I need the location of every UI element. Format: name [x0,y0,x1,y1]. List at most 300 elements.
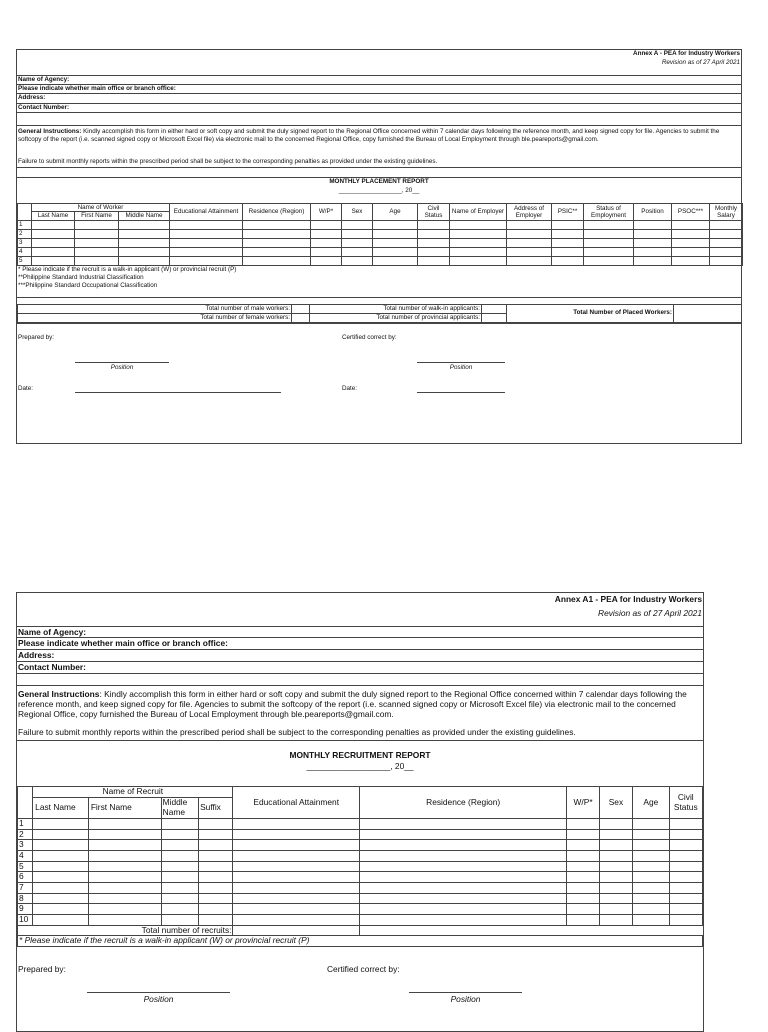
table-cell[interactable] [342,230,373,239]
agency-name-field[interactable]: Name of Agency: [17,76,741,85]
col-psoc: PSOC*** [672,203,710,220]
table-cell[interactable] [599,829,632,840]
totals-table [17,304,742,323]
table-cell[interactable] [33,904,89,915]
table-cell[interactable] [243,257,311,266]
table-cell[interactable] [199,819,233,830]
col-employer-name: Name of Employer [450,203,507,220]
row-number: 6 [18,872,33,883]
report-title: MONTHLY PLACEMENT REPORT [329,177,429,185]
table-cell[interactable] [32,230,75,239]
table-cell[interactable] [552,257,584,266]
table-cell[interactable] [119,221,170,230]
table-cell[interactable] [359,914,566,925]
certified-signature-line[interactable] [409,992,522,993]
table-cell[interactable] [418,248,450,257]
penalty-notice: Failure to submit monthly reports within the prescribed period shall be subject to the corresponding penalties as provided under the existing guidelines. [17,727,703,741]
table-row [18,914,703,925]
table-cell[interactable] [75,230,119,239]
col-educational-attainment: Educational Attainment [170,203,243,220]
report-period: __________________, 20__ [338,186,420,194]
table-cell[interactable] [710,248,743,257]
table-cell[interactable] [567,840,599,851]
table-cell[interactable] [450,239,507,248]
row-number: 2 [18,230,32,239]
table-cell[interactable] [672,257,710,266]
table-cell[interactable] [359,861,566,872]
table-row [18,861,703,872]
total-placed-value[interactable] [674,304,742,322]
table-cell[interactable] [450,230,507,239]
table-cell[interactable] [33,840,89,851]
table-row [18,819,703,830]
total-recruits-label: Total number of recruits: [18,925,233,936]
table-cell[interactable] [373,248,418,257]
table-cell[interactable] [634,230,672,239]
total-recruits-value[interactable] [233,925,359,936]
table-cell[interactable] [450,221,507,230]
table-cell[interactable] [633,914,669,925]
prepared-position-label: Position [110,363,134,371]
table-cell[interactable] [599,904,632,915]
table-cell[interactable] [75,257,119,266]
total-male-label: Total number of male workers: [18,304,292,313]
table-cell[interactable] [567,914,599,925]
table-cell[interactable] [311,257,342,266]
col-residence: Residence (Region) [243,203,311,220]
total-provincial-value[interactable] [482,313,507,322]
table-cell[interactable] [633,840,669,851]
table-cell[interactable] [634,257,672,266]
table-cell[interactable] [507,248,552,257]
table-cell[interactable] [170,239,243,248]
table-cell[interactable] [669,904,702,915]
table-cell[interactable] [199,829,233,840]
table-cell[interactable] [710,221,743,230]
col-age: Age [373,203,418,220]
table-cell[interactable] [418,257,450,266]
table-cell[interactable] [710,239,743,248]
agency-name-field[interactable]: Name of Agency: [17,627,703,639]
table-row [18,850,703,861]
contact-number-field[interactable]: Contact Number: [17,662,703,674]
table-cell[interactable] [584,257,634,266]
table-row [18,829,703,840]
table-cell[interactable] [170,248,243,257]
table-cell[interactable] [199,861,233,872]
table-cell[interactable] [311,239,342,248]
table-row [18,257,743,266]
annex-label: Annex A1 - PEA for Industry Workers [554,594,702,604]
total-female-value[interactable] [292,313,310,322]
table-cell[interactable] [233,829,359,840]
table-cell[interactable] [567,829,599,840]
row-number: 5 [18,861,33,872]
table-cell[interactable] [584,248,634,257]
col-psic: PSIC** [552,203,584,220]
table-cell[interactable] [669,914,702,925]
table-cell[interactable] [669,872,702,883]
row-number: 1 [18,221,32,230]
table-cell[interactable] [88,829,161,840]
office-type-field[interactable]: Please indicate whether main office or branch office: [17,85,741,94]
table-cell[interactable] [119,239,170,248]
table-cell[interactable] [199,840,233,851]
revision-label: Revision as of 27 April 2021 [661,58,740,66]
table-cell[interactable] [450,248,507,257]
table-cell[interactable] [342,248,373,257]
table-cell[interactable] [33,829,89,840]
table-cell[interactable] [243,221,311,230]
col-middle-name: Middle Name [161,798,198,819]
table-cell[interactable] [88,882,161,893]
table-cell[interactable] [75,221,119,230]
table-row [18,248,743,257]
table-cell[interactable] [88,819,161,830]
certified-by-label: Certified correct by: [342,333,397,341]
prepared-date-label: Date: [18,384,34,392]
table-row [18,872,703,883]
address-field[interactable]: Address: [17,650,703,662]
table-cell[interactable] [161,882,198,893]
footnote-wp: * Please indicate if the recruit is a walk-in applicant (W) or provincial recruit (P) [18,936,703,947]
table-cell[interactable] [373,230,418,239]
table-cell[interactable] [88,861,161,872]
table-cell[interactable] [170,230,243,239]
table-cell[interactable] [33,893,89,904]
table-cell[interactable] [33,872,89,883]
table-cell[interactable] [567,893,599,904]
table-cell[interactable] [669,829,702,840]
placement-report-form [16,49,742,444]
total-male-value[interactable] [292,304,310,313]
col-first-name: First Name [88,798,161,819]
col-employer-address: Address of Employer [507,203,552,220]
table-cell[interactable] [584,230,634,239]
table-cell[interactable] [311,230,342,239]
table-cell[interactable] [199,882,233,893]
certified-position-label: Position [450,993,481,1004]
table-row [18,882,703,893]
table-cell[interactable] [359,840,566,851]
table-cell[interactable] [233,893,359,904]
table-cell[interactable] [633,819,669,830]
table-cell[interactable] [233,904,359,915]
col-wp: W/P* [311,203,342,220]
table-cell[interactable] [672,221,710,230]
table-cell[interactable] [669,893,702,904]
col-group-name-of-recruit: Name of Recruit [33,787,233,798]
table-cell[interactable] [342,239,373,248]
table-cell[interactable] [119,248,170,257]
table-cell[interactable] [75,248,119,257]
revision-label: Revision as of 27 April 2021 [598,608,702,619]
contact-number-field[interactable]: Contact Number: [17,104,741,113]
table-cell[interactable] [373,221,418,230]
table-cell[interactable] [161,861,198,872]
certified-date-label: Date: [342,384,358,392]
col-first-name: First Name [75,212,119,221]
general-instructions: General Instructions: Kindly accomplish this form in either hard or soft copy and submit the duly signed report to the Regional Office concerned within 7 calendar days following the reference month, and keep signed copy for file. Agencies to submit the softcopy of the report (i.e. scanned signed copy or Microsoft Excel file) via electronic mail to the concerned Regional Office, copy furnished the Bureau of Local Employment through ble.peareports@gmail.com. [18,688,687,719]
table-cell[interactable] [672,248,710,257]
prepared-signature-line[interactable] [87,992,230,993]
table-cell[interactable] [33,819,89,830]
total-female-label: Total number of female workers: [18,313,292,322]
footnotes [17,266,741,291]
col-sex: Sex [342,203,373,220]
table-cell[interactable] [161,840,198,851]
col-last-name: Last Name [33,798,89,819]
table-cell[interactable] [359,819,566,830]
penalty-notice: Failure to submit monthly reports within the prescribed period shall be subject to the corresponding penalties as provided under the existing guidelines. [17,158,741,168]
col-group-name-of-worker: Name of Worker [32,203,170,211]
table-cell[interactable] [567,872,599,883]
table-cell[interactable] [161,829,198,840]
certified-date-line[interactable] [417,392,505,393]
table-cell[interactable] [552,221,584,230]
total-walkin-value[interactable] [482,304,507,313]
table-cell[interactable] [33,882,89,893]
table-row [18,221,743,230]
table-cell[interactable] [199,914,233,925]
table-cell[interactable] [233,882,359,893]
table-cell[interactable] [359,882,566,893]
row-number: 4 [18,850,33,861]
table-cell[interactable] [633,893,669,904]
table-cell[interactable] [599,893,632,904]
office-type-field[interactable]: Please indicate whether main office or branch office: [17,638,703,650]
table-cell[interactable] [599,819,632,830]
annex-label: Annex A - PEA for Industry Workers [633,50,740,57]
certified-position-label: Position [449,363,473,371]
table-cell[interactable] [32,257,75,266]
prepared-date-line[interactable] [75,392,281,393]
table-cell[interactable] [507,239,552,248]
table-row [18,230,743,239]
placement-table [17,203,743,266]
table-cell[interactable] [32,248,75,257]
table-cell[interactable] [233,850,359,861]
table-cell[interactable] [342,257,373,266]
table-cell[interactable] [243,248,311,257]
col-suffix: Suffix [199,798,233,819]
table-cell[interactable] [359,893,566,904]
table-cell[interactable] [342,221,373,230]
row-number: 8 [18,893,33,904]
table-cell[interactable] [633,861,669,872]
signature-block [17,947,703,1027]
table-cell[interactable] [633,904,669,915]
agency-fields [17,627,703,674]
prepared-by-label: Prepared by: [18,333,55,341]
table-cell[interactable] [32,239,75,248]
table-row [18,904,703,915]
table-row [18,840,703,851]
table-cell[interactable] [552,230,584,239]
table-cell[interactable] [669,861,702,872]
table-cell[interactable] [633,829,669,840]
row-number: 1 [18,819,33,830]
row-number: 3 [18,840,33,851]
table-cell[interactable] [633,872,669,883]
table-cell[interactable] [199,904,233,915]
table-cell[interactable] [161,850,198,861]
table-cell[interactable] [119,257,170,266]
table-cell[interactable] [710,257,743,266]
table-cell[interactable] [199,850,233,861]
row-number: 5 [18,257,32,266]
table-cell[interactable] [359,904,566,915]
table-cell[interactable] [88,872,161,883]
table-cell[interactable] [599,882,632,893]
table-cell[interactable] [584,221,634,230]
table-cell[interactable] [507,221,552,230]
table-cell[interactable] [567,850,599,861]
table-cell[interactable] [634,239,672,248]
table-cell[interactable] [567,904,599,915]
footnote-psic: **Philippine Standard Industrial Classification [18,274,144,282]
row-number: 3 [18,239,32,248]
table-cell[interactable] [233,819,359,830]
table-cell[interactable] [199,872,233,883]
certified-signature-line[interactable] [417,362,505,363]
table-cell[interactable] [161,819,198,830]
table-cell[interactable] [669,840,702,851]
table-cell[interactable] [710,230,743,239]
prepared-signature-line[interactable] [75,362,169,363]
table-cell[interactable] [233,914,359,925]
table-cell[interactable] [170,221,243,230]
table-cell[interactable] [599,840,632,851]
col-residence: Residence (Region) [359,787,566,819]
table-cell[interactable] [161,904,198,915]
table-cell[interactable] [75,239,119,248]
address-field[interactable]: Address: [17,94,741,103]
row-number: 7 [18,882,33,893]
table-cell[interactable] [450,257,507,266]
table-cell[interactable] [88,914,161,925]
table-cell[interactable] [33,914,89,925]
col-educational-attainment: Educational Attainment [233,787,359,819]
table-cell[interactable] [359,872,566,883]
total-provincial-label: Total number of provincial applicants: [310,313,482,322]
table-cell[interactable] [119,230,170,239]
col-position: Position [634,203,672,220]
table-cell[interactable] [243,239,311,248]
table-cell[interactable] [233,872,359,883]
table-cell[interactable] [199,893,233,904]
col-monthly-salary: Monthly Salary [710,203,743,220]
table-cell[interactable] [599,872,632,883]
row-number: 2 [18,829,33,840]
row-number: 4 [18,248,32,257]
table-cell[interactable] [311,221,342,230]
table-cell[interactable] [373,239,418,248]
footnote-psoc: ***Philippine Standard Occupational Classification [18,282,158,290]
report-period: __________________, 20__ [306,761,414,772]
table-cell[interactable] [633,882,669,893]
table-cell[interactable] [88,840,161,851]
table-cell[interactable] [672,230,710,239]
table-cell[interactable] [88,850,161,861]
table-cell[interactable] [507,257,552,266]
table-cell[interactable] [634,221,672,230]
agency-fields [17,76,741,113]
col-sex: Sex [599,787,632,819]
table-cell[interactable] [233,840,359,851]
table-cell[interactable] [599,850,632,861]
table-cell[interactable] [243,230,311,239]
table-cell[interactable] [88,893,161,904]
col-civil-status: Civil Status [669,787,702,819]
table-cell[interactable] [633,850,669,861]
general-instructions: General Instructions: Kindly accomplish this form in either hard or soft copy and submit the duly signed report to the Regional Office concerned within 7 calendar days following the reference month, and keep signed copy for file. Agencies to submit the softcopy of the report (i.e. scanned signed copy or Microsoft Excel file) via electronic mail to the concerned Regional Office, copy furnished the Bureau of Local Employment through ble.peareports@gmail.com. [18,127,720,143]
table-cell[interactable] [418,230,450,239]
row-number: 10 [18,914,33,925]
table-cell[interactable] [567,882,599,893]
table-cell[interactable] [552,248,584,257]
prepared-by-label: Prepared by: [18,963,66,974]
table-cell[interactable] [311,248,342,257]
table-cell[interactable] [33,850,89,861]
table-cell[interactable] [584,239,634,248]
table-cell[interactable] [88,904,161,915]
table-row [18,893,703,904]
table-cell[interactable] [567,861,599,872]
total-walkin-label: Total number of walk-in applicants: [310,304,482,313]
table-cell[interactable] [161,893,198,904]
col-wp: W/P* [567,787,599,819]
prepared-position-label: Position [143,993,174,1004]
col-employment-status: Status of Employment [584,203,634,220]
table-cell[interactable] [33,861,89,872]
table-cell[interactable] [507,230,552,239]
table-cell[interactable] [634,248,672,257]
table-cell[interactable] [418,221,450,230]
table-cell[interactable] [552,239,584,248]
table-cell[interactable] [359,829,566,840]
table-cell[interactable] [567,819,599,830]
certified-by-label: Certified correct by: [327,963,400,974]
table-cell[interactable] [32,221,75,230]
table-row [18,239,743,248]
table-cell[interactable] [669,819,702,830]
table-cell[interactable] [359,850,566,861]
table-cell[interactable] [672,239,710,248]
table-cell[interactable] [373,257,418,266]
total-placed-label: Total Number of Placed Workers: [507,304,674,322]
col-age: Age [633,787,669,819]
table-cell[interactable] [170,257,243,266]
col-civil-status: Civil Status [418,203,450,220]
recruitment-report-form [16,592,704,1032]
table-cell[interactable] [669,850,702,861]
signature-block [17,323,741,414]
footnote-wp: * Please indicate if the recruit is a walk-in applicant (W) or provincial recruit (P) [18,266,237,274]
report-title: MONTHLY RECRUITMENT REPORT [289,749,431,760]
table-cell[interactable] [161,914,198,925]
recruitment-table [17,786,703,947]
table-cell[interactable] [418,239,450,248]
table-cell[interactable] [669,882,702,893]
col-middle-name: Middle Name [119,212,170,221]
col-last-name: Last Name [32,212,75,221]
row-number: 9 [18,904,33,915]
table-cell[interactable] [599,861,632,872]
table-cell[interactable] [233,861,359,872]
table-cell[interactable] [599,914,632,925]
table-cell[interactable] [161,872,198,883]
